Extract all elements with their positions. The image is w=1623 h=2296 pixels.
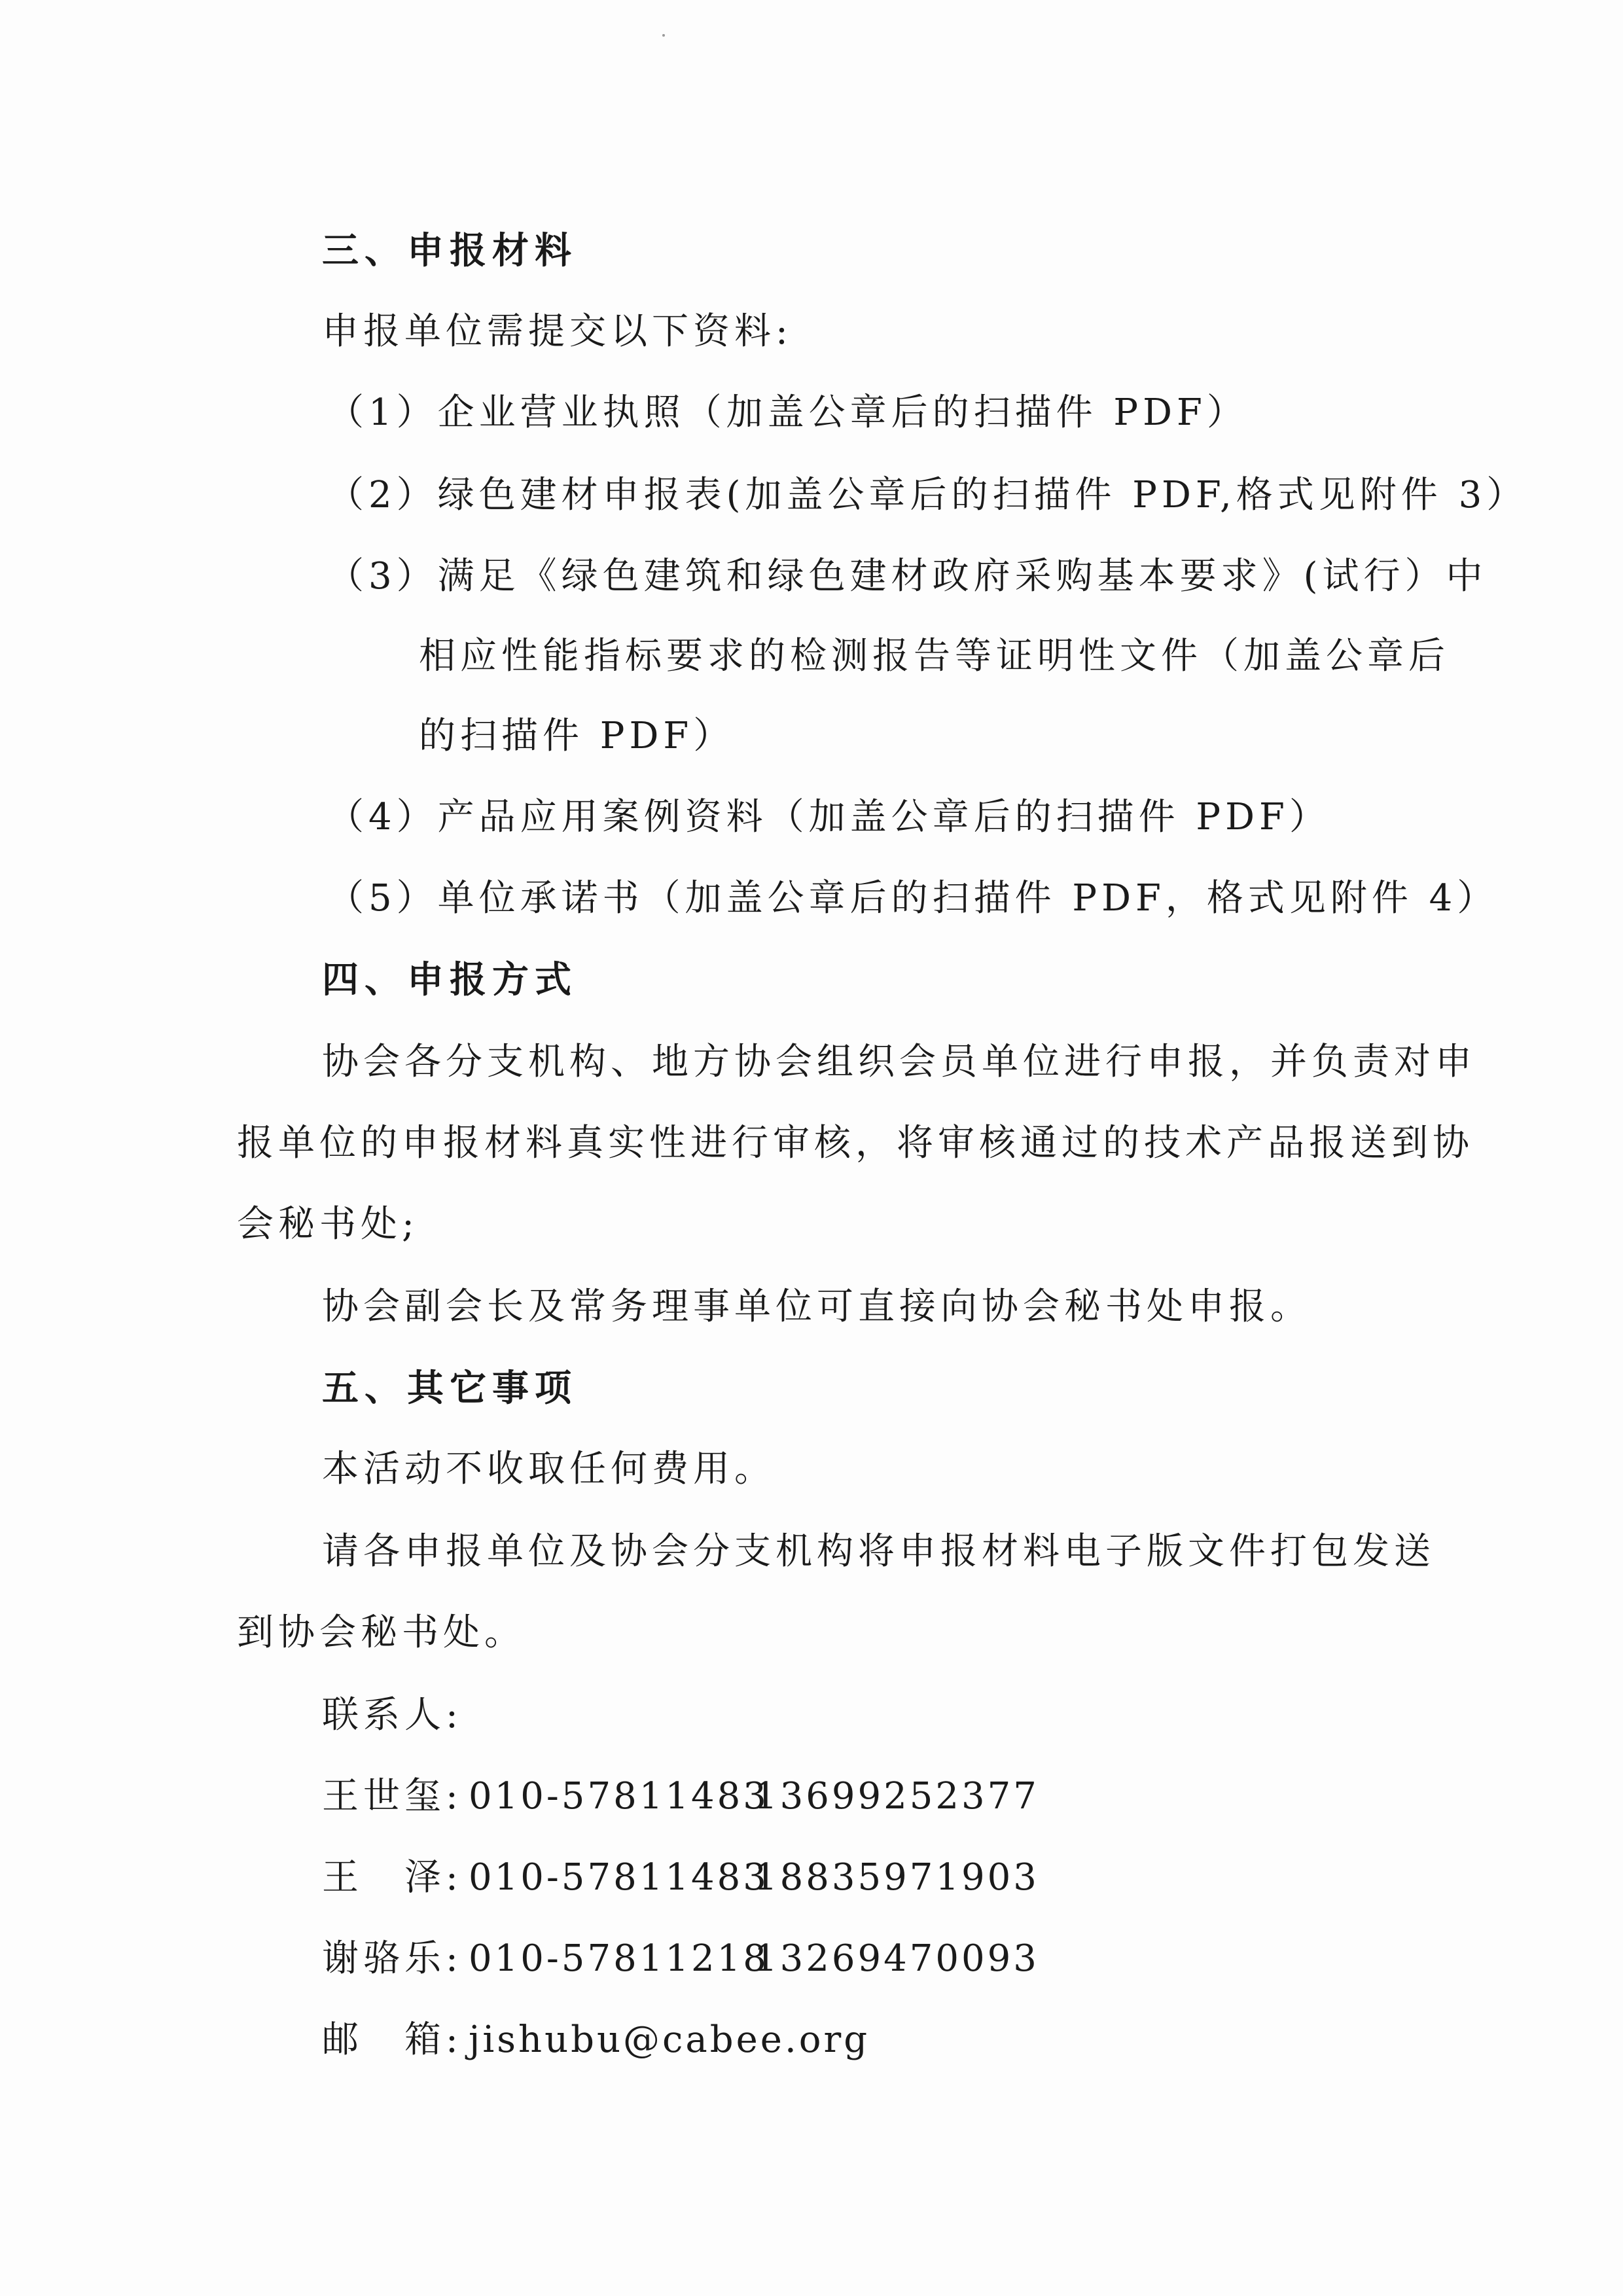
contact-phone-3: 010-57811218 xyxy=(469,1937,769,1980)
scan-speck xyxy=(662,34,665,37)
section-4-para1-line2: 报单位的申报材料真实性进行审核，将审核通过的技术产品报送到协 xyxy=(237,1122,1474,1164)
material-item-5: （5）单位承诺书（加盖公章后的扫描件 PDF，格式见附件 4） xyxy=(327,877,1499,920)
contact-mobile-3: 13269470093 xyxy=(754,1937,1039,1980)
email-label: 邮 箱: xyxy=(322,2018,463,2061)
section-4-para2: 协会副会长及常务理事单位可直接向协会秘书处申报。 xyxy=(322,1285,1311,1328)
contact-label: 联系人: xyxy=(322,1694,463,1736)
email-address: jishubu@cabee.org xyxy=(469,2018,870,2061)
material-item-2: （2）绿色建材申报表(加盖公章后的扫描件 PDF,格式见附件 3） xyxy=(327,474,1528,516)
contact-phone-2: 010-57811483 xyxy=(469,1856,769,1899)
section-4-para1-line3: 会秘书处; xyxy=(237,1203,419,1246)
material-item-1: （1）企业营业执照（加盖公章后的扫描件 PDF） xyxy=(327,391,1248,434)
material-item-3: （3）满足《绿色建筑和绿色建材政府采购基本要求》(试行）中 xyxy=(327,555,1488,598)
contact-mobile-2: 18835971903 xyxy=(754,1856,1039,1899)
contact-phone-1: 010-57811483 xyxy=(469,1775,769,1818)
material-item-3-cont-2: 的扫描件 PDF） xyxy=(419,715,735,757)
contact-name-1: 王世玺: xyxy=(322,1775,463,1818)
section-5-para2-line2: 到协会秘书处。 xyxy=(237,1611,526,1654)
material-item-3-cont-1: 相应性能指标要求的检测报告等证明性文件（加盖公章后 xyxy=(419,635,1450,677)
section-5-heading: 五、其它事项 xyxy=(322,1367,577,1410)
section-5-para1: 本活动不收取任何费用。 xyxy=(322,1448,776,1490)
material-item-4: （4）产品应用案例资料（加盖公章后的扫描件 PDF） xyxy=(327,796,1330,838)
section-3-intro: 申报单位需提交以下资料: xyxy=(322,310,793,353)
contact-name-3: 谢骆乐: xyxy=(322,1937,463,1980)
contact-mobile-1: 13699252377 xyxy=(754,1775,1039,1818)
contact-name-2: 王 泽: xyxy=(322,1856,463,1899)
section-5-para2-line1: 请各申报单位及协会分支机构将申报材料电子版文件打包发送 xyxy=(322,1530,1435,1573)
section-4-para1-line1: 协会各分支机构、地方协会组织会员单位进行申报，并负责对申 xyxy=(322,1041,1476,1083)
section-3-heading: 三、申报材料 xyxy=(322,229,577,272)
section-4-heading: 四、申报方式 xyxy=(322,958,577,1001)
